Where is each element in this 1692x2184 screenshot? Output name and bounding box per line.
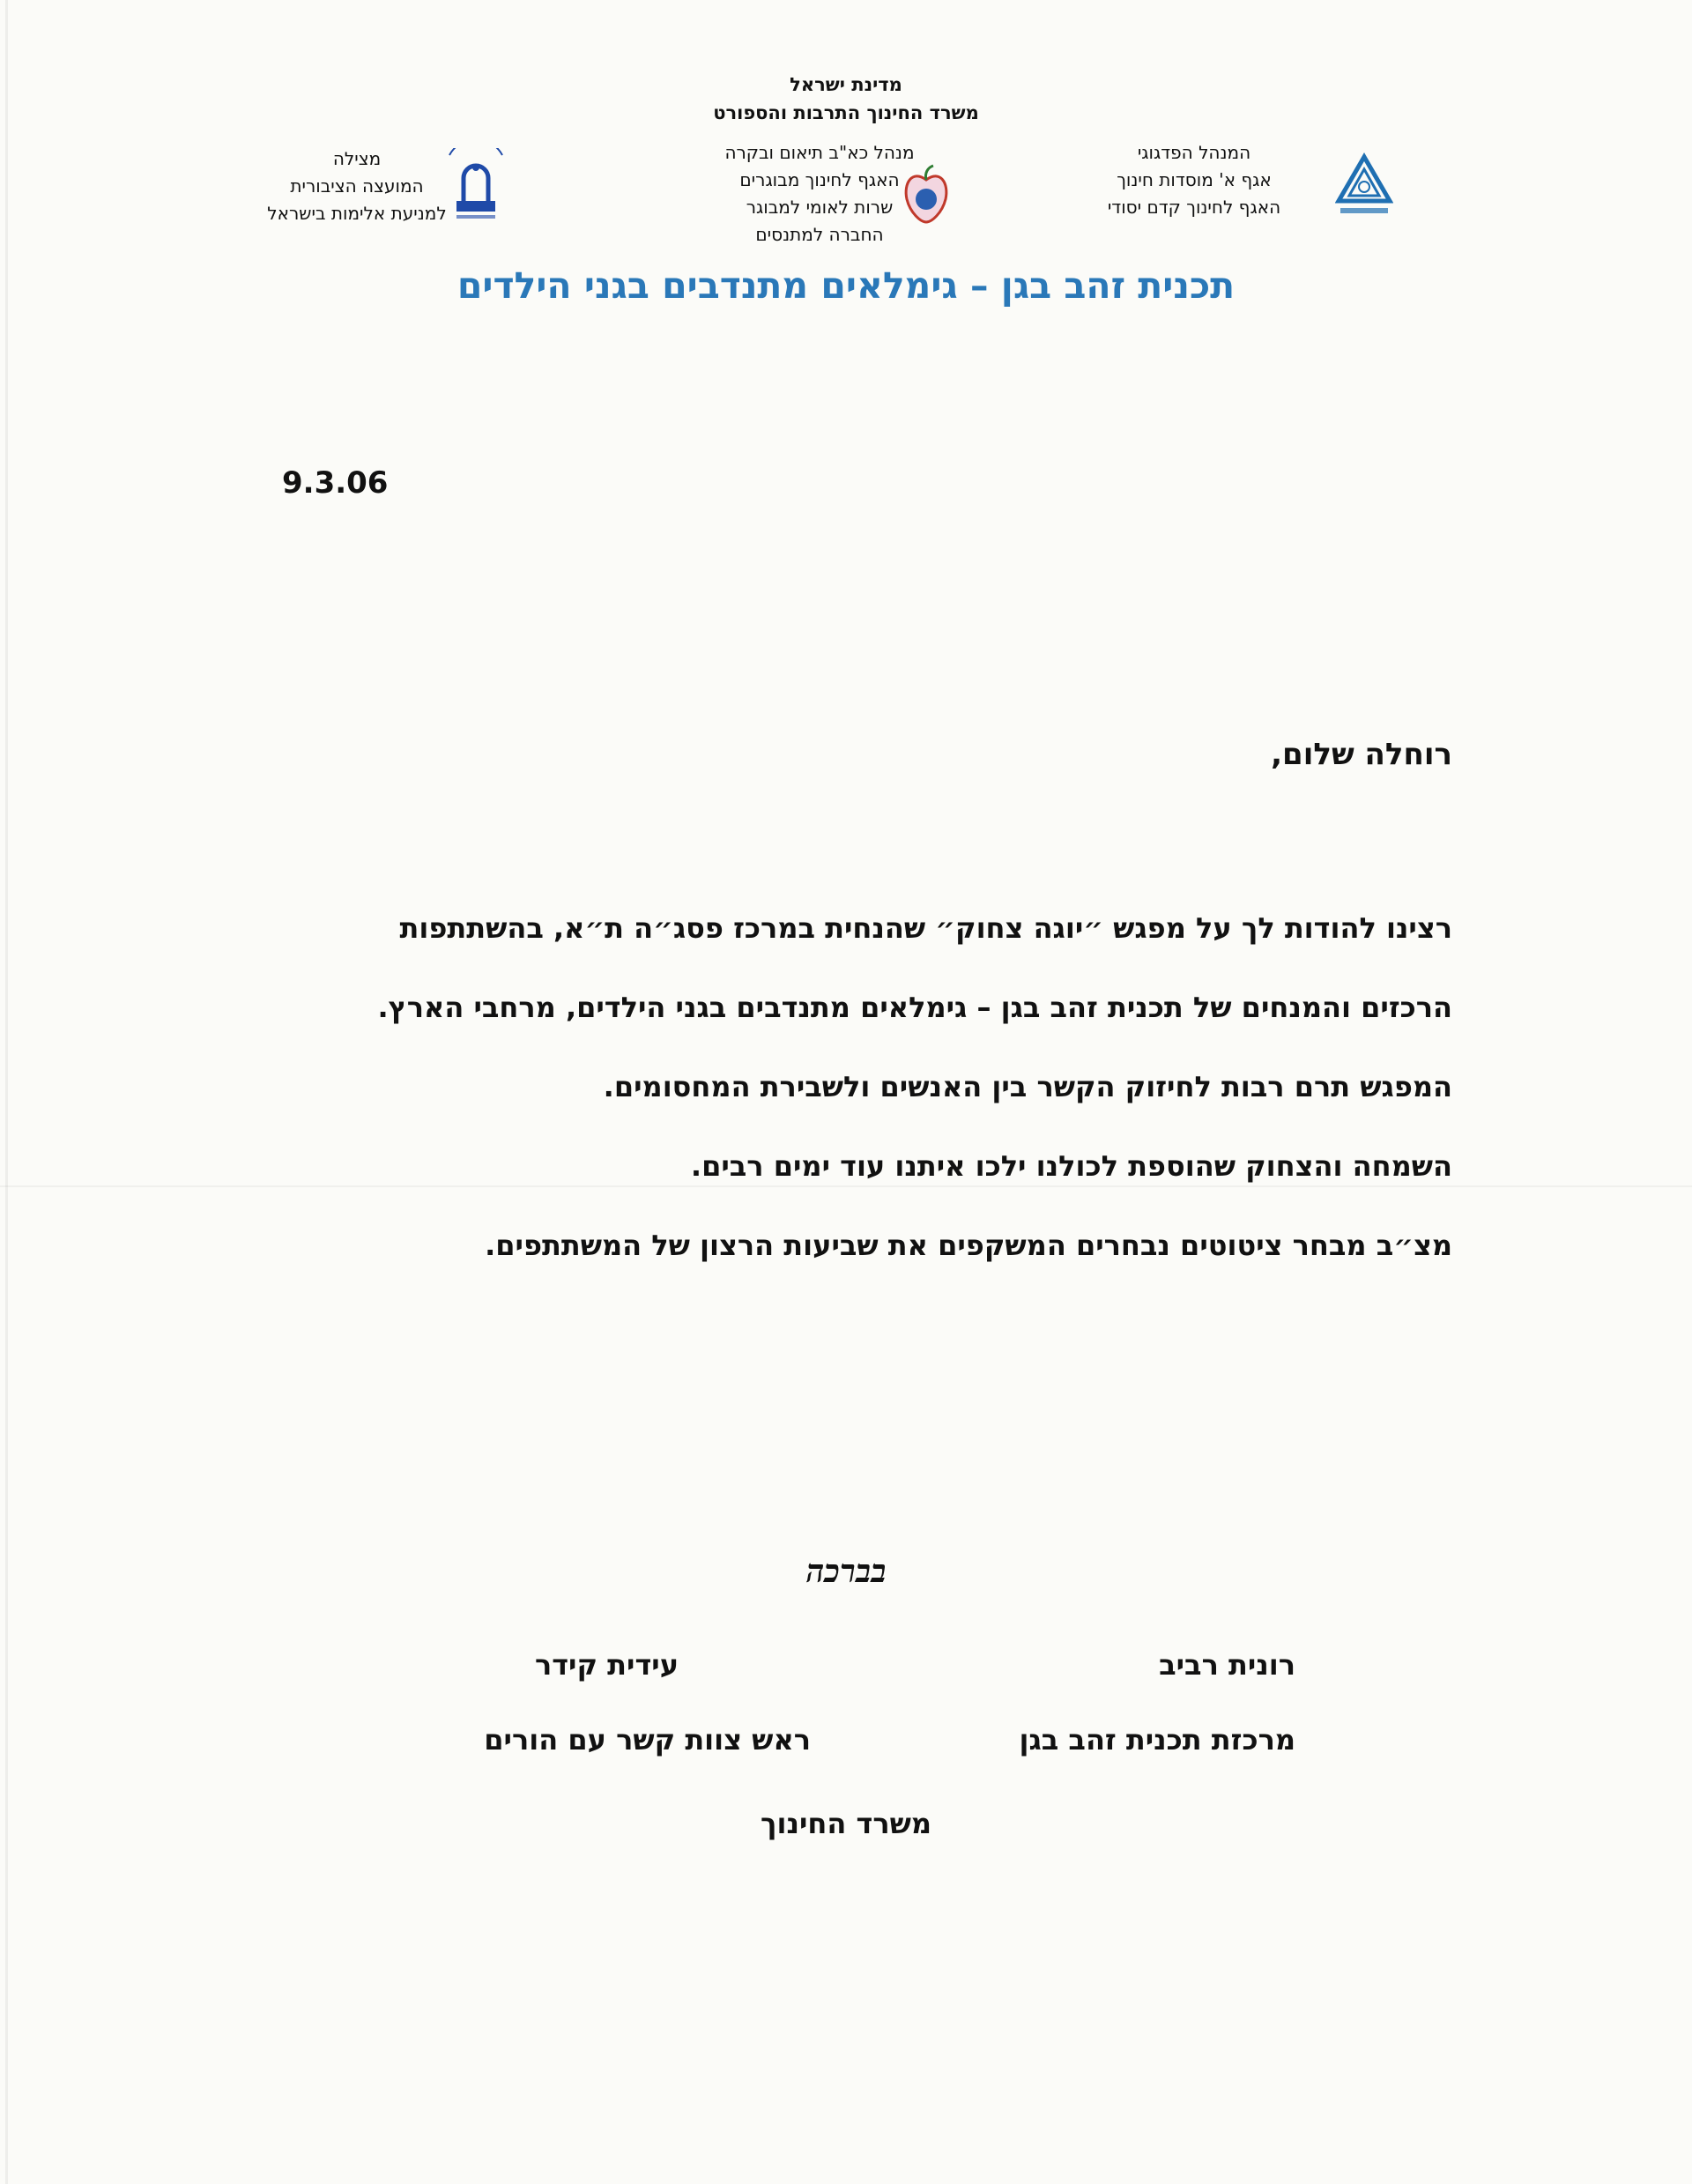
signatory-name: רונית רביב <box>1159 1648 1295 1682</box>
letter-date: 9.3.06 <box>282 465 389 501</box>
letterhead-left-block <box>247 145 467 227</box>
letterhead-line: מנהל כא"ב תיאום ובקרה <box>724 142 915 163</box>
letterhead-line: האגף לחינוך מבוגרים <box>739 169 900 190</box>
bell-emblem-icon <box>441 148 511 227</box>
signatory-title: ראש צוות קשר עם הורים <box>484 1723 811 1757</box>
signatory-title: מרכזת תכנית זהב בגן <box>1019 1723 1295 1757</box>
body-line: הרכזים והמנחים של תכנית זהב בגן – גימלאים מתנדבים בגני הילדים, מרחבי הארץ. <box>377 991 1452 1024</box>
greeting: רוחלה שלום, <box>1271 737 1452 772</box>
letterhead-line: מצילה <box>332 148 382 169</box>
letter-body <box>236 888 1452 1285</box>
apple-heart-icon <box>903 164 949 226</box>
paper-edge-shadow <box>5 0 8 2184</box>
body-line: מצ״ב מבחר ציטוטים נבחרים המשקפים את שביעות הרצון של המשתתפים. <box>485 1229 1452 1262</box>
letterhead-line: משרד החינוך התרבות והספורט <box>713 102 979 123</box>
body-line: המפגש תרם רבות לחיזוק הקשר בין האנשים ולשבירת המחסומים. <box>603 1070 1452 1103</box>
letterhead-line: המועצה הציבורית <box>290 175 424 197</box>
letterhead-line: אגף א' מוסדות חינוך <box>1117 169 1272 190</box>
letterhead-line: החברה למתנסים <box>755 224 884 245</box>
body-line: רצינו להודות לך על מפגש ״יוגה צחוק״ שהנחית במרכז פסג״ה ת״א, בהשתתפות <box>399 911 1452 945</box>
letterhead-line: מדינת ישראל <box>790 74 902 95</box>
triangle-emblem-icon <box>1335 152 1393 222</box>
letterhead-line: למניעת אלימות בישראל <box>267 203 447 224</box>
letterhead-line: המנהל הפדגוגי <box>1137 142 1251 163</box>
letterhead-line: האגף לחינוך קדם יסודי <box>1107 197 1281 218</box>
body-line: השמחה והצחוק שהוספת לכולנו ילכו איתנו עוד ימים רבים. <box>690 1149 1452 1183</box>
program-title: תכנית זהב בגן – גימלאים מתנדבים בגני הילדים <box>456 264 1236 307</box>
letterhead-right-block <box>1093 139 1295 221</box>
letterhead-line: שרות לאומי למבוגר <box>746 197 894 218</box>
signatory-name: עידית קידר <box>534 1648 679 1682</box>
letterhead-ministry <box>582 71 1110 127</box>
signatory-organization: משרד החינוך <box>761 1807 931 1840</box>
closing-salutation: בברכה <box>805 1553 887 1590</box>
